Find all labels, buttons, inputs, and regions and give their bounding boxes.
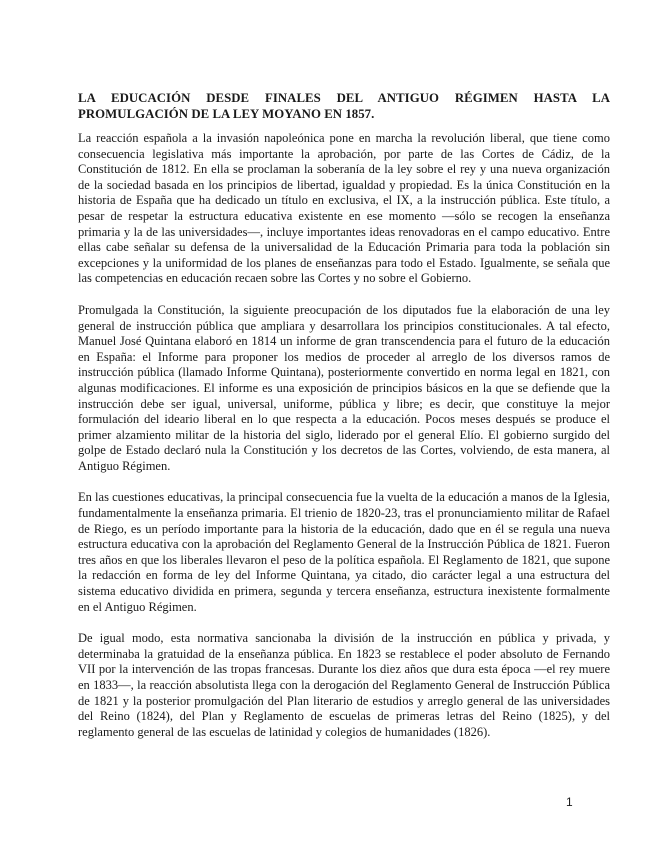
paragraph-3: En las cuestiones educativas, la principal consecuencia fue la vuelta de la educación a manos de la Iglesia, fundamentalmente la enseñanza primaria. El trienio de 1820-23, tras el pronunciamiento militar de Rafael de Riego, es un período importante para la historia de la educación, dado que en él se regula una nueva estructura educativa con la aprobación del Reglamento General de la Instrucción Pública de 1821. Fueron tres años en que los liberales llevaron el peso de la política española. El Reglamento de 1821, que supone la redacción en forma de ley del Informe Quintana, ya citado, dio carácter legal a una estructura del sistema educativo dividida en primera, segunda y tercera enseñanza, estructura inexistente formalmente en el Antiguo Régimen.: [78, 490, 610, 614]
paragraph-1: La reacción española a la invasión napoleónica pone en marcha la revolución liberal, que tiene como consecuencia legislativa más importante la aprobación, por parte de las Cortes de Cádiz, de la Constitución de 1812. En ella se proclaman la soberanía de la ley sobre el rey y una nueva organización de la sociedad basada en los principios de libertad, igualdad y propiedad. Es la única Constitución en la historia de España que ha dedicado un título en exclusiva, el IX, a la instrucción pública. Este título, a pesar de respetar la estructura educativa existente en ese momento —sólo se recogen la enseñanza primaria y la de las universidades—, incluye importantes ideas renovadoras en el campo educativo. Entre ellas cabe señalar su defensa de la universalidad de la Educación Primaria para toda la población sin excepciones y la uniformidad de los planes de enseñanzas para todo el Estado. Igualmente, se señala que las competencias en educación recaen sobre las Cortes y no sobre el Gobierno.: [78, 131, 610, 286]
page-number: 1: [566, 795, 573, 809]
paragraph-4: De igual modo, esta normativa sancionaba la división de la instrucción en pública y privada, y determinaba la gratuidad de la enseñanza pública. En 1823 se restablece el poder absoluto de Fernando VII por la intervención de las tropas francesas. Durante los diez años que dura esta época —el rey muere en 1833—, la reacción absolutista llega con la derogación del Reglamento General de Instrucción Pública de 1821 y la posterior promulgación del Plan literario de estudios y arreglo general de las universidades del Reino (1824), del Plan y Reglamento de escuelas de primeras letras del Reino (1825), y del reglamento general de las escuelas de latinidad y colegios de humanidades (1826).: [78, 631, 610, 739]
document-title: LA EDUCACIÓN DESDE FINALES DEL ANTIGUO RÉGIMEN HASTA LA PROMULGACIÓN DE LA LEY MOYANO EN 1857.: [78, 91, 610, 121]
document-body: [78, 91, 610, 756]
paragraph-2: Promulgada la Constitución, la siguiente preocupación de los diputados fue la elaboración de una ley general de instrucción pública que ampliara y desarrollara los principios constitucionales. A tal efecto, Manuel José Quintana elaboró en 1814 un informe de gran transcendencia para el futuro de la educación en España: el Informe para proponer los medios de proceder al arreglo de los diversos ramos de instrucción pública (llamado Informe Quintana), posteriormente convertido en norma legal en 1821, con algunas modificaciones. El informe es una exposición de principios básicos en la que se defiende que la instrucción debe ser igual, universal, uniforme, pública y libre; es decir, que constituye la mejor formulación del ideario liberal en lo que respecta a la educación. Pocos meses después se produce el primer alzamiento militar de la historia del siglo, liderado por el general Elío. El gobierno surgido del golpe de Estado declaró nula la Constitución y los decretos de las Cortes, volviendo, de esta manera, al Antiguo Régimen.: [78, 302, 610, 473]
